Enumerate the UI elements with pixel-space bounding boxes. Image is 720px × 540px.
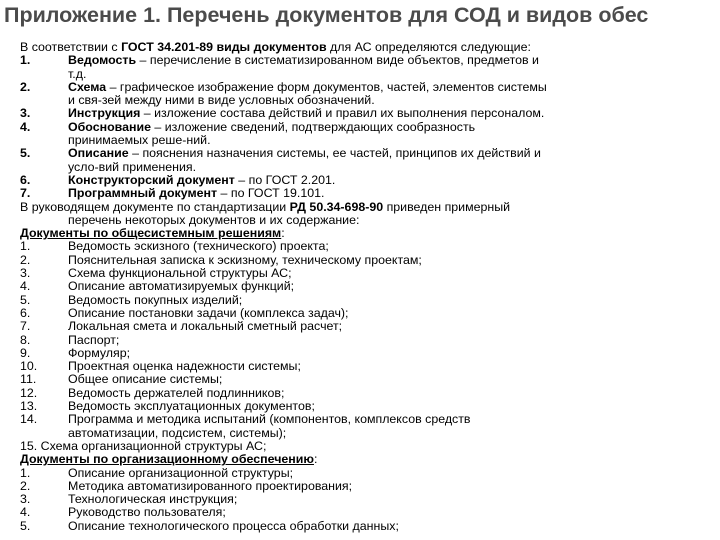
type-num: 4. [20, 119, 31, 134]
section-heading-text: Документы по организационному обеспечению [20, 452, 314, 467]
list-item-number: 7. [20, 319, 31, 334]
list-item-cont: автоматизации, подсистем, системы); [68, 425, 287, 440]
list-item-text: Ведомость эскизного (технического) проекта; [68, 239, 329, 254]
list-item [20, 307, 710, 320]
list-item-text: Описание организационной структуры; [68, 465, 294, 480]
list-item-number: 3. [20, 266, 31, 281]
list-item-number: 5. [20, 518, 31, 533]
list-item-number: 1. [20, 465, 31, 480]
rd-cont: перечень некоторых документов и их содержание: [68, 212, 360, 227]
type-item-1 [20, 54, 710, 67]
list-item [20, 467, 710, 480]
list-item-number: 10. [20, 359, 38, 374]
list-item-number: 1. [20, 239, 31, 254]
intro-post: для АС определяются следующие: [326, 40, 531, 54]
type-cont: принимаемых реше-ний. [68, 133, 211, 148]
intro-line [20, 41, 710, 54]
type-term: Ведомость [68, 53, 137, 68]
section-heading-general [20, 227, 710, 240]
list-item [20, 267, 710, 280]
type-desc: – изложение состава действий и правил их выполнения персоналом. [140, 106, 545, 121]
list-item-number: 12. [20, 385, 38, 400]
list-item-number: 4. [20, 279, 31, 294]
type-item-6 [20, 174, 710, 187]
list-item-text: Ведомость держателей подлинников; [68, 385, 285, 400]
list-item-text: Ведомость эксплуатационных документов; [68, 399, 315, 414]
intro-pre: В соответствии с [20, 40, 122, 54]
slide-title: Приложение 1. Перечень документов для СОД и видов обес [4, 3, 649, 27]
list-item-text: Ведомость покупных изделий; [68, 292, 243, 307]
section-heading-colon: : [313, 452, 318, 467]
type-term: Описание [68, 146, 129, 161]
type-term: Конструкторский документ [68, 172, 235, 187]
list-item-number: 5. [20, 292, 31, 307]
list-item [20, 280, 710, 293]
section-general-list [20, 240, 710, 426]
list-item [20, 294, 710, 307]
type-item-5 [20, 147, 710, 160]
type-desc: – графическое изображение форм документов, частей, элементов системы [106, 79, 547, 94]
list-item [20, 520, 710, 533]
list-item-text: Паспорт; [68, 332, 120, 347]
list-item-number: 8. [20, 332, 31, 347]
type-num: 1. [20, 53, 31, 68]
rd-bold: РД 50.34-698-90 [289, 199, 384, 214]
type-item-7 [20, 187, 710, 200]
list-item [20, 373, 710, 386]
rd-post: приведен примерный [383, 199, 511, 214]
list-item-number: 9. [20, 345, 31, 360]
section-heading-text: Документы по общесистемным решениям [20, 226, 282, 241]
list-item-number: 3. [20, 492, 31, 507]
type-num: 2. [20, 79, 31, 94]
list-item-text: Локальная смета и локальный сметный расчет; [68, 319, 343, 334]
rd-pre: В руководящем документе по стандартизации [20, 199, 290, 214]
list-item-text: Формуляр; [68, 345, 131, 360]
list-item-number: 6. [20, 305, 31, 320]
type-desc: – пояснения назначения системы, ее частей, принципов их действий и [128, 146, 541, 161]
list-item-number: 4. [20, 505, 31, 520]
type-term: Инструкция [68, 106, 141, 121]
type-cont: т.д. [68, 66, 87, 81]
list-item-text: Технологическая инструкция; [68, 492, 238, 507]
intro-bold: ГОСТ 34.201-89 виды документов [121, 40, 327, 54]
type-desc: – перечисление в систематизированном виде объектов, предметов и [136, 53, 539, 68]
section-heading-org [20, 453, 710, 466]
list-item [20, 240, 710, 253]
type-item-4 [20, 121, 710, 134]
list-item [20, 360, 710, 373]
list-item [20, 347, 710, 360]
type-term: Программный документ [68, 186, 218, 201]
list-item [20, 320, 710, 333]
section-org-list [20, 467, 710, 533]
type-desc: – по ГОСТ 19.101. [217, 186, 325, 201]
list-item [20, 506, 710, 519]
list-item-text: Руководство пользователя; [68, 505, 226, 520]
list-item-number: 2. [20, 478, 31, 493]
list-item-text: Проектная оценка надежности системы; [68, 359, 301, 374]
type-num: 7. [20, 186, 31, 201]
list-item [20, 493, 710, 506]
type-num: 5. [20, 146, 31, 161]
list-item [20, 254, 710, 267]
type-item-2 [20, 81, 710, 94]
list-item-text: Программа и методика испытаний (компонентов, комплексов средств [68, 412, 471, 427]
document-body [20, 41, 710, 533]
list-item-number: 14. [20, 412, 38, 427]
list-item [20, 480, 710, 493]
list-item [20, 400, 710, 413]
list-item-number: 2. [20, 252, 31, 267]
list-item [20, 334, 710, 347]
type-desc: – изложение сведений, подтверждающих сообразность [150, 119, 476, 134]
list-item-text: Схема функциональной структуры АС; [68, 266, 292, 281]
list-item-text: Описание автоматизируемых функций; [68, 279, 295, 294]
rd-line [20, 201, 710, 214]
type-num: 3. [20, 106, 31, 121]
type-item-3 [20, 107, 710, 120]
list-item [20, 413, 710, 426]
list-item-text: Пояснительная записка к эскизному, техническому проектам; [68, 252, 422, 267]
list-item-15: 15. Схема организационной структуры АС; [20, 438, 267, 453]
list-item-text: Общее описание системы; [68, 372, 223, 387]
type-cont: и свя-зей между ними в виде условных обозначений. [68, 93, 375, 108]
type-term: Обоснование [68, 119, 151, 134]
list-item-text: Описание технологического процесса обработки данных; [68, 518, 399, 533]
type-desc: – по ГОСТ 2.201. [234, 172, 336, 187]
list-item-text: Методика автоматизированного проектирования; [68, 478, 353, 493]
type-num: 6. [20, 172, 31, 187]
list-item [20, 387, 710, 400]
type-cont: усло-вий применения. [68, 159, 197, 174]
section-heading-colon: : [281, 226, 285, 241]
type-term: Схема [68, 79, 107, 94]
list-item-number: 11. [20, 372, 37, 387]
list-item-text: Описание постановки задачи (комплекса задач); [68, 305, 349, 320]
list-item-number: 13. [20, 399, 38, 414]
